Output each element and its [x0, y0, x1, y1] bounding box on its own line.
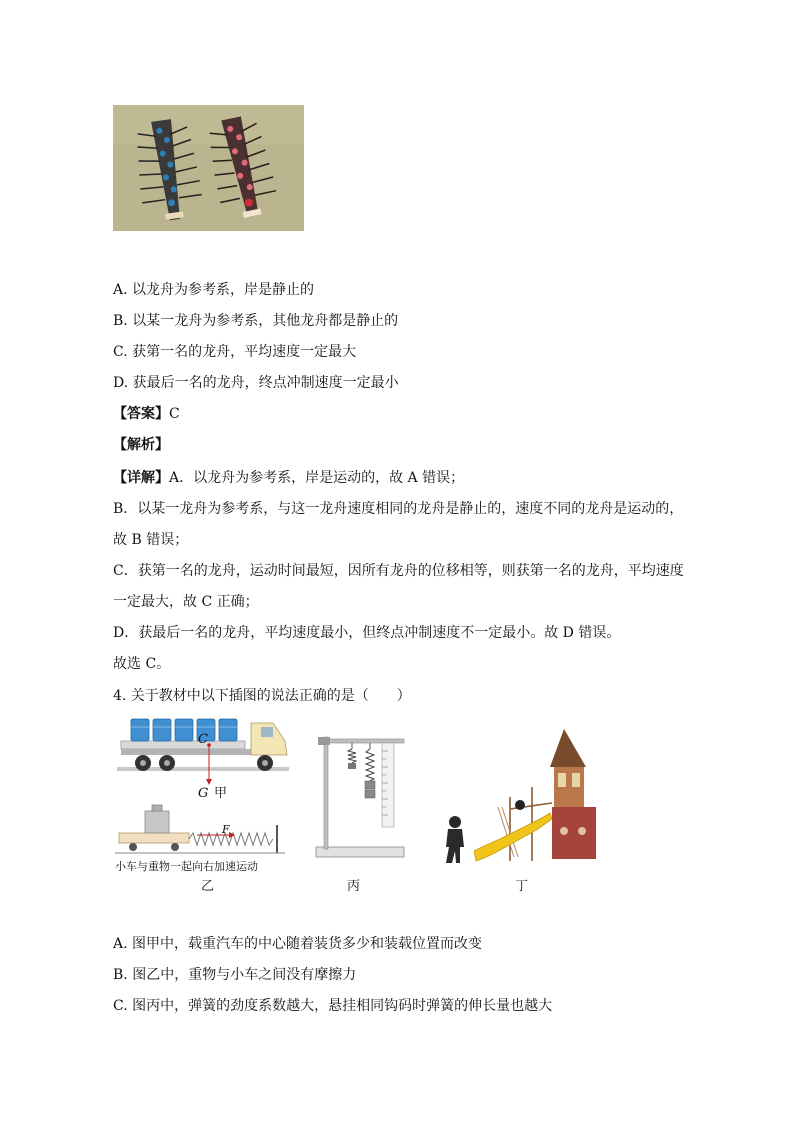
- detail-a: [113, 468, 464, 488]
- answer-value: C: [169, 406, 180, 422]
- dragon-boat-photo: [113, 105, 304, 231]
- answer-line: [113, 404, 180, 424]
- analysis-tag: 【解析】: [113, 437, 169, 453]
- q4-option-b: B. 图乙中，重物与小车之间没有摩擦力: [113, 967, 357, 983]
- detail-b1: B．以某一龙舟为参考系，与这一龙舟速度相同的龙舟是静止的，速度不同的龙舟是运动的，: [113, 501, 684, 517]
- figure-ding: [440, 727, 596, 867]
- figure-bing: [312, 735, 408, 861]
- option-c: C. 获第一名的龙舟，平均速度一定最大: [113, 344, 357, 360]
- label-jia: 甲: [214, 786, 228, 801]
- caption-bing: 丙: [347, 879, 361, 894]
- option-a: A. 以龙舟为参考系，岸是静止的: [113, 282, 315, 298]
- label-c: C: [198, 732, 208, 747]
- label-g: G: [198, 786, 209, 801]
- detail-tag: 【详解】: [113, 470, 169, 486]
- caption-ding: 丁: [515, 879, 529, 894]
- option-d: D. 获最后一名的龙舟，终点冲制速度一定最小: [113, 375, 399, 391]
- q4-option-a: A. 图甲中，载重汽车的中心随着装货多少和装载位置而改变: [113, 936, 483, 952]
- detail-a-text: A．以龙舟为参考系，岸是运动的，故 A 错误；: [169, 470, 465, 486]
- label-f: F: [222, 823, 230, 836]
- detail-d: D．获最后一名的龙舟，平均速度最小，但终点冲制速度不一定最小。故 D 错误。: [113, 625, 621, 641]
- caption-yi-desc: 小车与重物一起向右加速运动: [115, 860, 258, 873]
- option-b: B. 以某一龙舟为参考系，其他龙舟都是静止的: [113, 313, 399, 329]
- caption-yi: 乙: [201, 879, 215, 894]
- detail-choose: 故选 C。: [113, 656, 171, 672]
- answer-tag: 【答案】: [113, 406, 169, 422]
- detail-c1: C．获第一名的龙舟，运动时间最短，因所有龙舟的位移相等，则获第一名的龙舟，平均速度: [113, 563, 684, 579]
- detail-b2: 故 B 错误；: [113, 532, 189, 548]
- question-4-stem: 4. 关于教材中以下插图的说法正确的是（ ）: [113, 688, 411, 704]
- detail-c2: 一定最大，故 C 正确；: [113, 594, 259, 610]
- q4-option-c: C. 图丙中，弹簧的劲度系数越大，悬挂相同钩码时弹簧的伸长量也越大: [113, 998, 553, 1014]
